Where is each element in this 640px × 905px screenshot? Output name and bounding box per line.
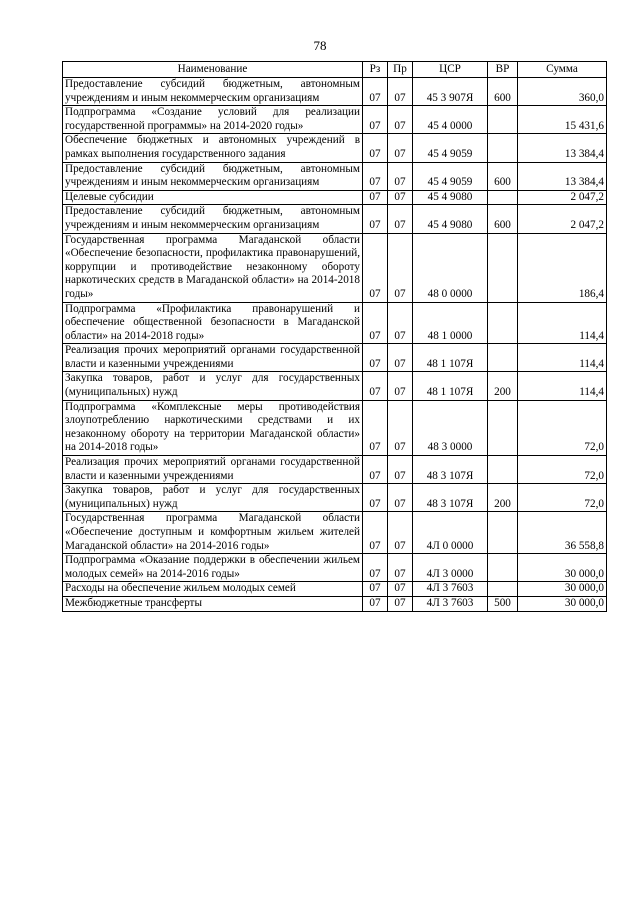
cell-pr: 07 bbox=[388, 106, 413, 134]
cell-vr bbox=[488, 582, 518, 597]
cell-rz: 07 bbox=[363, 344, 388, 372]
cell-pr: 07 bbox=[388, 162, 413, 190]
table-row bbox=[63, 162, 607, 190]
cell-vr bbox=[488, 512, 518, 554]
cell-name: Закупка товаров, работ и услуг для государственных (муниципальных) нужд bbox=[63, 372, 363, 400]
cell-sum: 114,4 bbox=[518, 344, 607, 372]
table-row bbox=[63, 582, 607, 597]
cell-sum: 186,4 bbox=[518, 233, 607, 302]
cell-name: Предоставление субсидий бюджетным, автономным учреждениям и иным некоммерческим организациям bbox=[63, 205, 363, 233]
table-row bbox=[63, 134, 607, 162]
cell-vr: 200 bbox=[488, 484, 518, 512]
cell-vr: 600 bbox=[488, 162, 518, 190]
cell-name: Государственная программа Магаданской области «Обеспечение доступным и комфортным жильем жителей Магаданской области» на 2014-2016 годы» bbox=[63, 512, 363, 554]
cell-name: Подпрограмма «Комплексные меры противодействия злоупотреблению наркотическими средствами и их незаконному обороту на территории Магаданской области» на 2014-2018 годы» bbox=[63, 400, 363, 455]
header-csr: ЦСР bbox=[413, 62, 488, 78]
header-vr: ВР bbox=[488, 62, 518, 78]
header-pr: Пр bbox=[388, 62, 413, 78]
cell-name: Межбюджетные трансферты bbox=[63, 596, 363, 611]
cell-vr bbox=[488, 344, 518, 372]
cell-csr: 45 4 0000 bbox=[413, 106, 488, 134]
cell-rz: 07 bbox=[363, 190, 388, 205]
cell-vr: 500 bbox=[488, 596, 518, 611]
cell-rz: 07 bbox=[363, 554, 388, 582]
cell-pr: 07 bbox=[388, 78, 413, 106]
cell-sum: 13 384,4 bbox=[518, 162, 607, 190]
cell-csr: 45 4 9059 bbox=[413, 162, 488, 190]
cell-sum: 30 000,0 bbox=[518, 582, 607, 597]
cell-pr: 07 bbox=[388, 190, 413, 205]
cell-rz: 07 bbox=[363, 484, 388, 512]
cell-vr: 600 bbox=[488, 78, 518, 106]
header-rz: Рз bbox=[363, 62, 388, 78]
cell-vr bbox=[488, 302, 518, 344]
table-row bbox=[63, 596, 607, 611]
cell-sum: 114,4 bbox=[518, 302, 607, 344]
cell-pr: 07 bbox=[388, 372, 413, 400]
header-sum: Сумма bbox=[518, 62, 607, 78]
cell-csr: 45 3 907Я bbox=[413, 78, 488, 106]
cell-pr: 07 bbox=[388, 400, 413, 455]
cell-rz: 07 bbox=[363, 205, 388, 233]
page-number: 78 bbox=[313, 38, 327, 53]
table-row bbox=[63, 205, 607, 233]
cell-vr bbox=[488, 456, 518, 484]
cell-sum: 2 047,2 bbox=[518, 205, 607, 233]
cell-csr: 4Л 3 7603 bbox=[413, 582, 488, 597]
cell-csr: 48 3 0000 bbox=[413, 400, 488, 455]
table-row bbox=[63, 456, 607, 484]
cell-pr: 07 bbox=[388, 554, 413, 582]
table-row bbox=[63, 554, 607, 582]
cell-sum: 114,4 bbox=[518, 372, 607, 400]
cell-csr: 48 3 107Я bbox=[413, 484, 488, 512]
cell-name: Предоставление субсидий бюджетным, автономным учреждениям и иным некоммерческим организациям bbox=[63, 162, 363, 190]
cell-sum: 13 384,4 bbox=[518, 134, 607, 162]
cell-name: Реализация прочих мероприятий органами государственной власти и казенными учреждениями bbox=[63, 344, 363, 372]
cell-rz: 07 bbox=[363, 302, 388, 344]
cell-name: Реализация прочих мероприятий органами государственной власти и казенными учреждениями bbox=[63, 456, 363, 484]
cell-csr: 48 1 107Я bbox=[413, 344, 488, 372]
cell-sum: 360,0 bbox=[518, 78, 607, 106]
cell-rz: 07 bbox=[363, 456, 388, 484]
cell-name: Предоставление субсидий бюджетным, автономным учреждениям и иным некоммерческим организациям bbox=[63, 78, 363, 106]
cell-name: Подпрограмма «Создание условий для реализации государственной программы» на 2014-2020 годы» bbox=[63, 106, 363, 134]
cell-name: Подпрограмма «Оказание поддержки в обеспечении жильем молодых семей» на 2014-2016 годы» bbox=[63, 554, 363, 582]
cell-pr: 07 bbox=[388, 582, 413, 597]
cell-sum: 36 558,8 bbox=[518, 512, 607, 554]
cell-csr: 48 0 0000 bbox=[413, 233, 488, 302]
table-row bbox=[63, 344, 607, 372]
cell-rz: 07 bbox=[363, 162, 388, 190]
cell-rz: 07 bbox=[363, 372, 388, 400]
cell-pr: 07 bbox=[388, 456, 413, 484]
cell-csr: 4Л 3 0000 bbox=[413, 554, 488, 582]
cell-sum: 72,0 bbox=[518, 400, 607, 455]
table-row bbox=[63, 78, 607, 106]
cell-vr bbox=[488, 190, 518, 205]
cell-csr: 45 4 9080 bbox=[413, 190, 488, 205]
cell-csr: 4Л 0 0000 bbox=[413, 512, 488, 554]
cell-pr: 07 bbox=[388, 484, 413, 512]
cell-vr: 200 bbox=[488, 372, 518, 400]
cell-name: Подпрограмма «Профилактика правонарушений и обеспечение общественной безопасности в Магаданской области» на 2014-2018 годы» bbox=[63, 302, 363, 344]
cell-name: Закупка товаров, работ и услуг для государственных (муниципальных) нужд bbox=[63, 484, 363, 512]
cell-vr bbox=[488, 233, 518, 302]
cell-rz: 07 bbox=[363, 596, 388, 611]
table-header-row bbox=[63, 62, 607, 78]
cell-csr: 48 1 0000 bbox=[413, 302, 488, 344]
table-row bbox=[63, 512, 607, 554]
header-name: Наименование bbox=[63, 62, 363, 78]
table-row bbox=[63, 400, 607, 455]
cell-name: Обеспечение бюджетных и автономных учреждений в рамках выполнения государственного задания bbox=[63, 134, 363, 162]
table-body bbox=[63, 78, 607, 612]
cell-sum: 30 000,0 bbox=[518, 554, 607, 582]
cell-pr: 07 bbox=[388, 205, 413, 233]
cell-csr: 45 4 9059 bbox=[413, 134, 488, 162]
cell-sum: 15 431,6 bbox=[518, 106, 607, 134]
cell-pr: 07 bbox=[388, 344, 413, 372]
table-row bbox=[63, 302, 607, 344]
cell-vr bbox=[488, 400, 518, 455]
cell-name: Целевые субсидии bbox=[63, 190, 363, 205]
cell-sum: 72,0 bbox=[518, 484, 607, 512]
cell-sum: 72,0 bbox=[518, 456, 607, 484]
cell-rz: 07 bbox=[363, 134, 388, 162]
table-row bbox=[63, 233, 607, 302]
cell-csr: 48 1 107Я bbox=[413, 372, 488, 400]
table-row bbox=[63, 106, 607, 134]
cell-name: Расходы на обеспечение жильем молодых семей bbox=[63, 582, 363, 597]
cell-pr: 07 bbox=[388, 233, 413, 302]
cell-rz: 07 bbox=[363, 78, 388, 106]
cell-csr: 48 3 107Я bbox=[413, 456, 488, 484]
budget-table bbox=[62, 61, 607, 612]
cell-pr: 07 bbox=[388, 512, 413, 554]
cell-sum: 2 047,2 bbox=[518, 190, 607, 205]
table-row bbox=[63, 190, 607, 205]
cell-csr: 4Л 3 7603 bbox=[413, 596, 488, 611]
cell-vr bbox=[488, 554, 518, 582]
cell-sum: 30 000,0 bbox=[518, 596, 607, 611]
cell-vr bbox=[488, 106, 518, 134]
cell-rz: 07 bbox=[363, 233, 388, 302]
cell-rz: 07 bbox=[363, 106, 388, 134]
cell-vr bbox=[488, 134, 518, 162]
cell-rz: 07 bbox=[363, 512, 388, 554]
cell-rz: 07 bbox=[363, 400, 388, 455]
cell-csr: 45 4 9080 bbox=[413, 205, 488, 233]
cell-pr: 07 bbox=[388, 134, 413, 162]
table-row bbox=[63, 372, 607, 400]
cell-vr: 600 bbox=[488, 205, 518, 233]
cell-rz: 07 bbox=[363, 582, 388, 597]
cell-pr: 07 bbox=[388, 302, 413, 344]
cell-pr: 07 bbox=[388, 596, 413, 611]
cell-name: Государственная программа Магаданской области «Обеспечение безопасности, профилактика правонарушений, коррупции и противодействие незаконному обороту наркотических средств в Магаданской области» на 2014-2018 годы» bbox=[63, 233, 363, 302]
table-row bbox=[63, 484, 607, 512]
